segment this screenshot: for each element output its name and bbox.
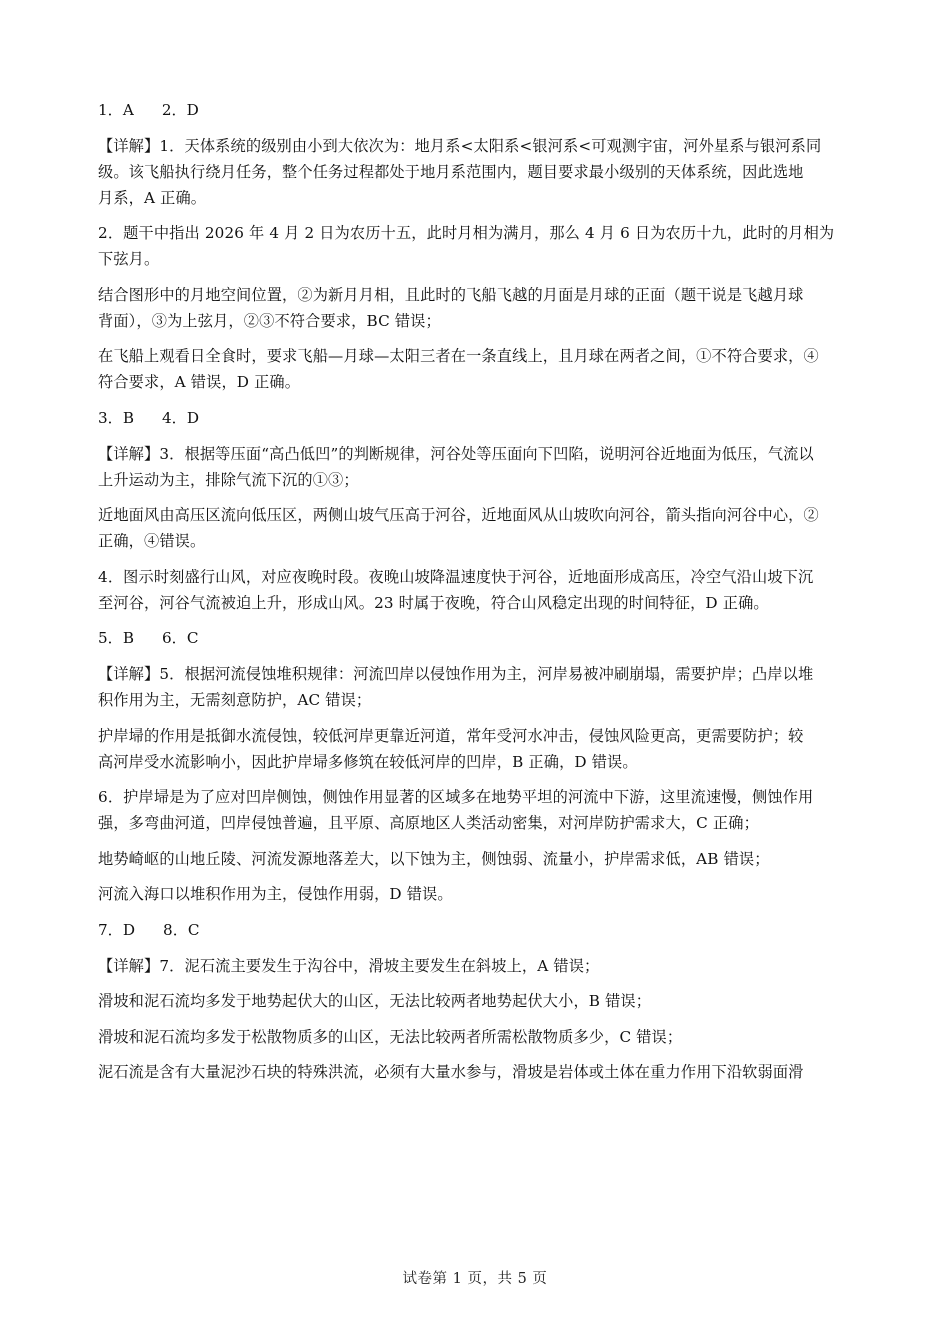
explanation-4 [98,564,854,616]
explanation-5-bank [98,723,854,775]
explanation-4-line-2: 至河谷，河谷气流被迫上升，形成山风。23 时属于夜晚，符合山风稳定出现的时间特征，D 正确。 [98,593,769,612]
explanation-2-line-2: 下弦月。 [98,250,160,269]
answer-8: 8．C [163,920,200,939]
answer-6: 6．C [162,629,199,648]
explanation-1 [98,133,854,211]
explanation-1-line-3: 月系，A 正确。 [98,188,207,207]
explanation-2-line-1: 2．题干中指出 2026 年 4 月 2 日为农历十五，此时月相为满月，那么 4 月 6 日为农历十九，此时的月相为 [98,224,835,243]
answer-3: 3．B [98,408,135,427]
answer-2: 2．D [161,101,199,119]
explanation-7-line-2: 滑坡和泥石流均多发于地势起伏大的山区，无法比较两者地势起伏大小，B 错误； [98,992,652,1011]
explanation-6 [98,784,854,836]
answer-key-5-6 [98,625,854,651]
explanation-1-line-1: 【详解】1．天体系统的级别由小到大依次为：地月系<太阳系<银河系<可观测宇宙，河外星系与银河系同 [98,136,822,155]
explanation-6-mountain [98,846,854,872]
explanation-4-line-1: 4．图示时刻盛行山风，对应夜晚时段。夜晚山坡降温速度快于河谷，近地面形成高压，冷空气沿山坡下沉 [98,567,814,586]
explanation-5-line-2: 积作用为主，无需刻意防护，AC 错误； [98,690,372,709]
explanation-7-terrain [98,988,854,1014]
answer-content [98,97,854,1095]
explanation-2-line-4: 背面），③为上弦月，②③不符合要求，BC 错误； [98,311,441,330]
explanation-5 [98,661,854,713]
page-footer: 试卷第 1 页，共 5 页 [402,1271,548,1287]
explanation-5-line-4: 高河岸受水流影响小，因此护岸埽多修筑在较低河岸的凹岸，B 正确，D 错误。 [98,752,638,771]
answer-5: 5．B [98,629,135,648]
explanation-7-line-1: 【详解】7．泥石流主要发生于沟谷中，滑坡主要发生在斜坡上，A 错误； [98,956,600,975]
explanation-7-material [98,1024,854,1050]
explanation-6-line-4: 河流入海口以堆积作用为主，侵蚀作用弱，D 错误。 [98,885,453,904]
explanation-2-line-6: 符合要求，A 错误，D 正确。 [98,373,301,392]
explanation-2-line-5: 在飞船上观看日全食时，要求飞船—月球—太阳三者在一条直线上，且月球在两者之间，①不符合要求，④ [98,347,819,366]
answer-1: 1．A [98,101,134,119]
answer-4: 4．D [162,408,200,427]
answer-key-3-4 [98,405,854,431]
explanation-2-eclipse [98,343,854,395]
explanation-2 [98,220,854,272]
explanation-7-line-3: 滑坡和泥石流均多发于松散物质多的山区，无法比较两者所需松散物质多少，C 错误； [98,1027,683,1046]
explanation-6-line-3: 地势崎岖的山地丘陵、河流发源地落差大，以下蚀为主，侧蚀弱、流量小，护岸需求低，AB 错误； [98,849,770,868]
explanation-2-line-3: 结合图形中的月地空间位置，②为新月月相，且此时的飞船飞越的月面是月球的正面（题干说是飞越月球 [98,285,804,304]
explanation-5-line-1: 【详解】5．根据河流侵蚀堆积规律：河流凹岸以侵蚀作用为主，河岸易被冲刷崩塌，需要护岸；凸岸以堆 [98,664,814,683]
explanation-7-line-4: 泥石流是含有大量泥沙石块的特殊洪流，必须有大量水参与，滑坡是岩体或土体在重力作用下沿软弱面滑 [98,1063,804,1082]
explanation-6-estuary [98,881,854,907]
explanation-3-wind [98,502,854,554]
explanation-1-line-2: 级。该飞船执行绕月任务，整个任务过程都处于地月系范围内，题目要求最小级别的天体系统，因此选地 [98,162,804,181]
explanation-3-line-4: 正确，④错误。 [98,532,206,551]
explanation-5-line-3: 护岸埽的作用是抵御水流侵蚀，较低河岸更靠近河道，常年受河水冲击，侵蚀风险更高，更需要防护；较 [98,726,804,745]
explanation-2-moon-phase [98,282,854,334]
explanation-7 [98,953,854,979]
explanation-3-line-3: 近地面风由高压区流向低压区，两侧山坡气压高于河谷，近地面风从山坡吹向河谷，箭头指向河谷中心，② [98,506,819,525]
answer-key-1-2 [98,97,854,123]
explanation-6-line-2: 强，多弯曲河道，凹岸侵蚀普遍，且平原、高原地区人类活动密集，对河岸防护需求大，C 正确； [98,814,759,833]
explanation-7-debris-flow [98,1059,854,1085]
answer-7: 7．D [98,920,136,939]
explanation-6-line-1: 6．护岸埽是为了应对凹岸侧蚀，侧蚀作用显著的区域多在地势平坦的河流中下游，这里流速慢，侧蚀作用 [98,788,814,807]
answer-key-7-8 [98,917,854,943]
explanation-3 [98,441,854,493]
explanation-3-line-2: 上升运动为主，排除气流下沉的①③； [98,470,359,489]
explanation-3-line-1: 【详解】3．根据等压面“高凸低凹”的判断规律，河谷处等压面向下凹陷，说明河谷近地面为低压，气流以 [98,444,814,463]
